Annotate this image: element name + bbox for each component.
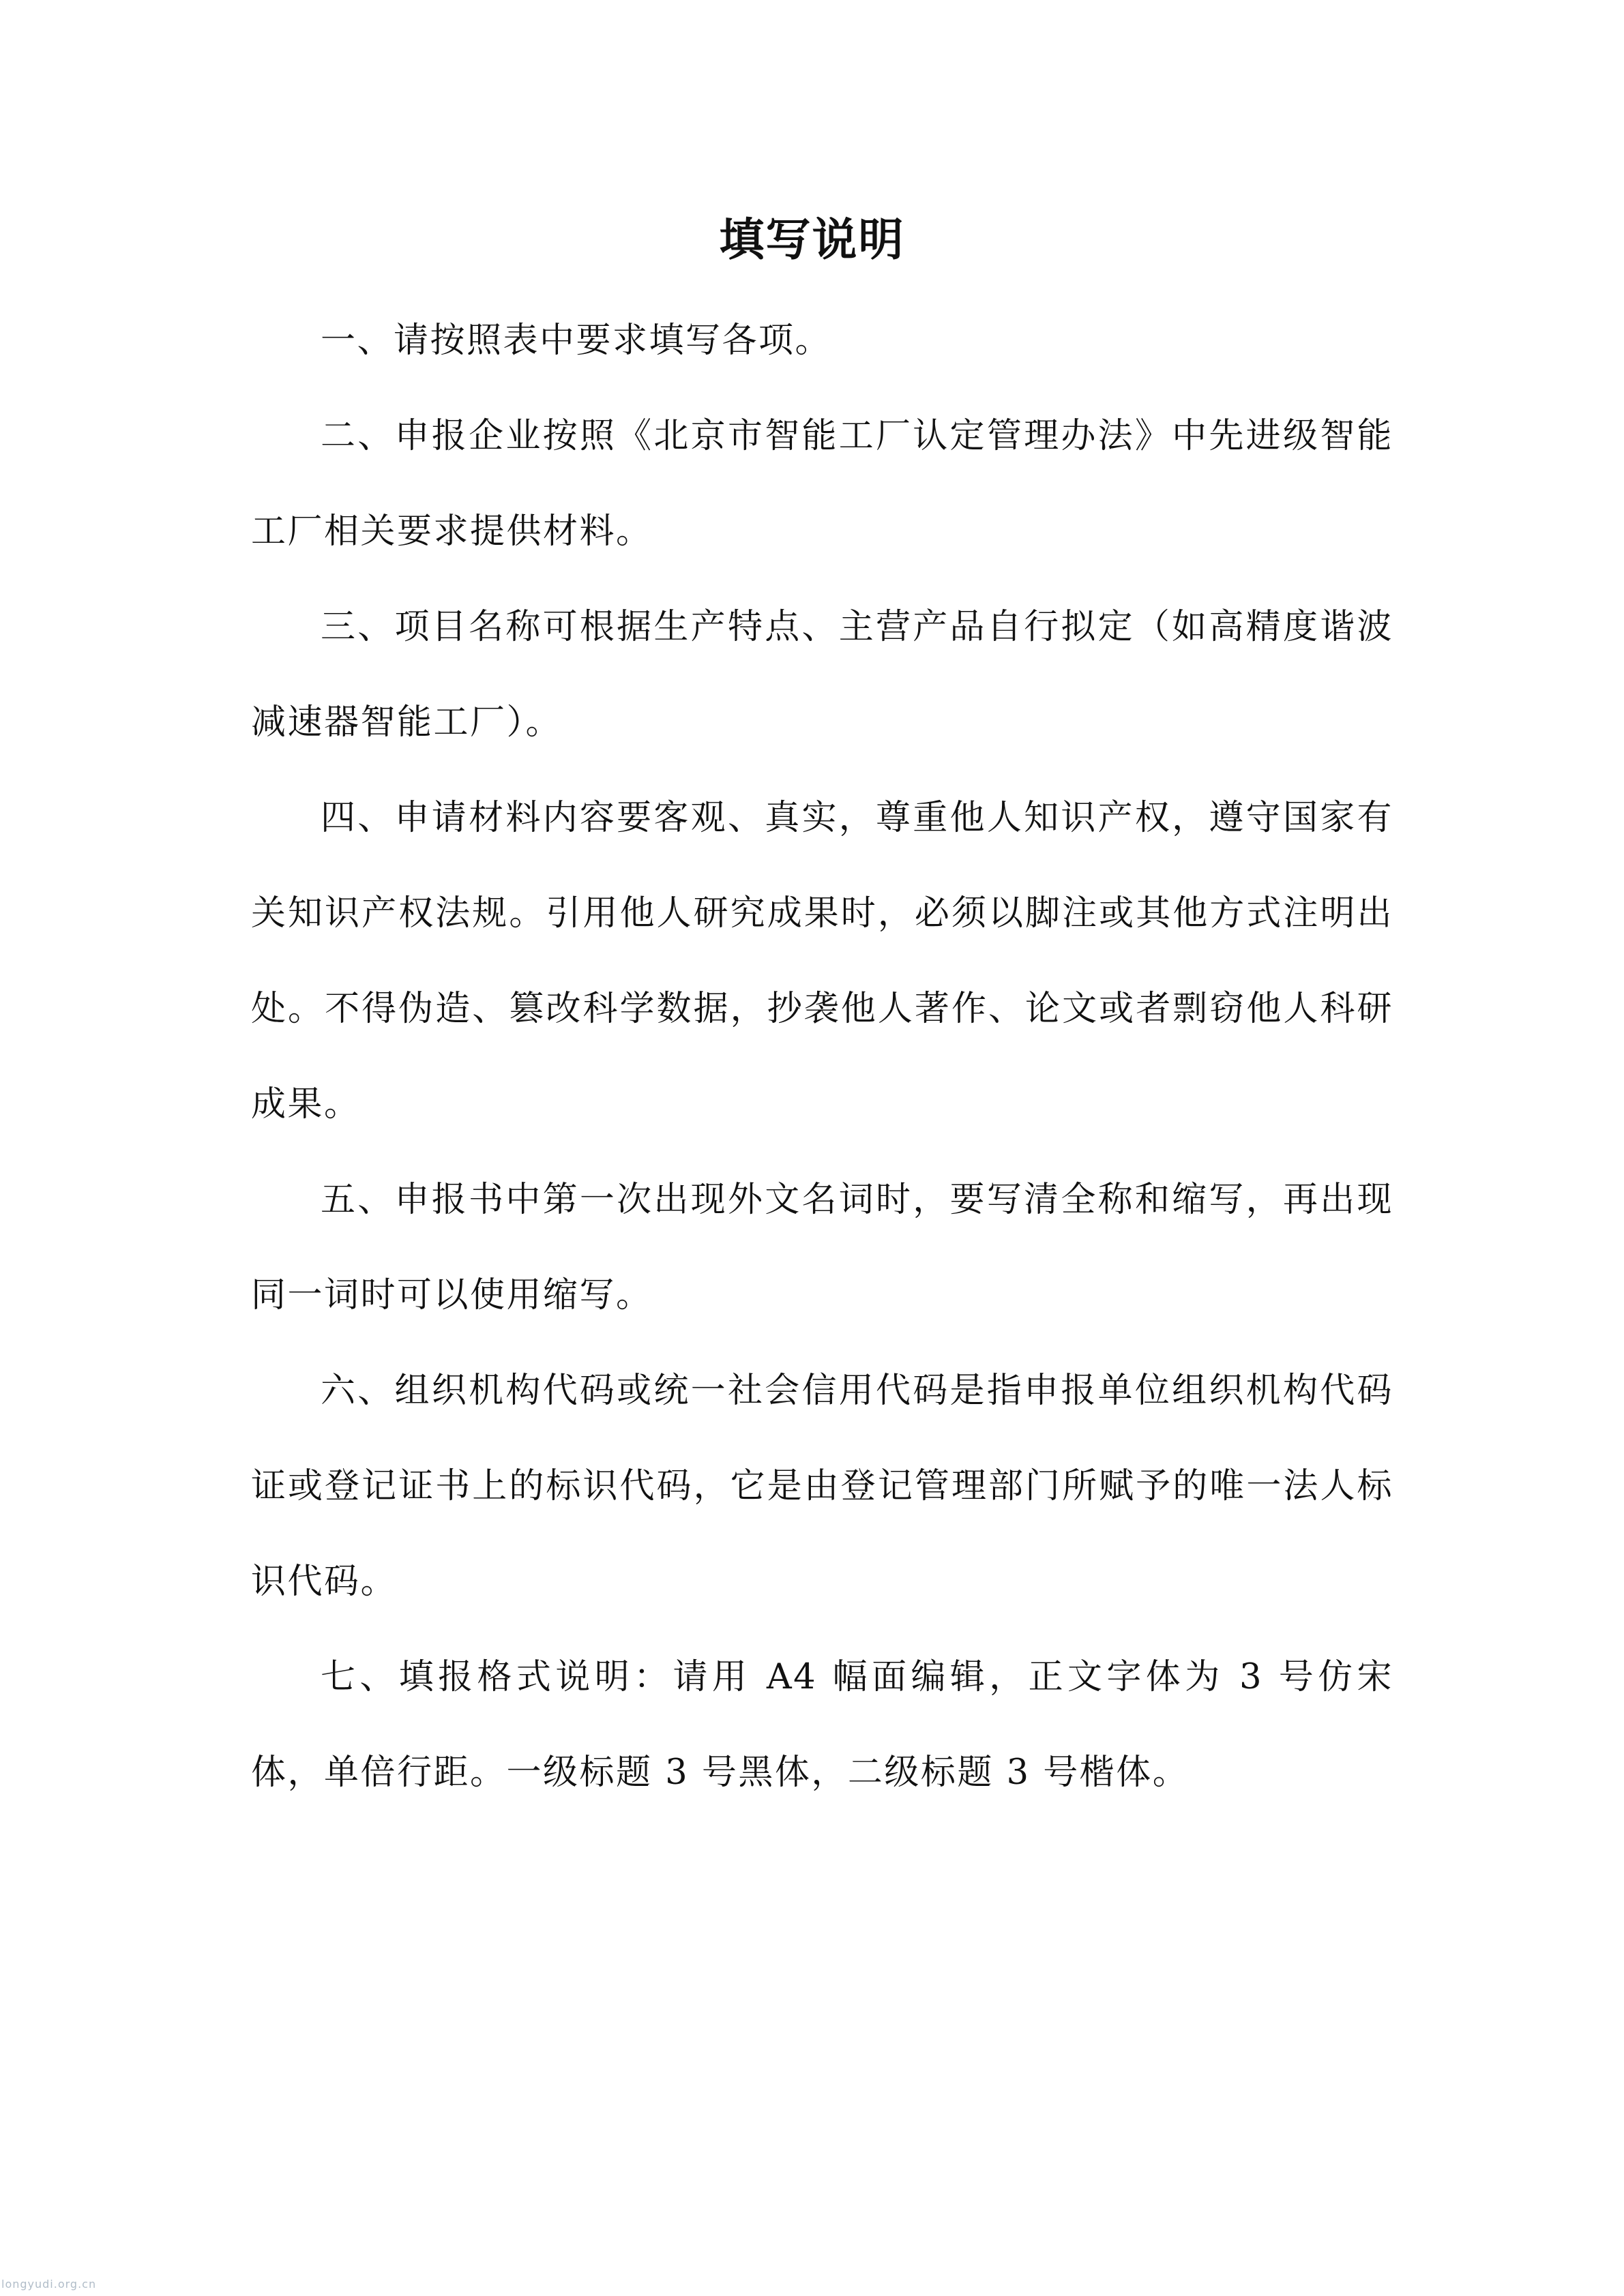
- instruction-item-7: 七、填报格式说明：请用 A4 幅面编辑，正文字体为 3 号仿宋体，单倍行距。一级标题 3 号黑体，二级标题 3 号楷体。: [251, 1657, 1393, 1793]
- page-title: 填写说明: [719, 213, 905, 266]
- site-watermark: longyudi.org.cn: [1, 2278, 97, 2291]
- instruction-item-2: 二、申报企业按照《北京市智能工厂认定管理办法》中先进级智能工厂相关要求提供材料。: [251, 416, 1393, 552]
- instruction-item-6: 六、组织机构代码或统一社会信用代码是指申报单位组织机构代码证或登记证书上的标识代码，它是由登记管理部门所赋予的唯一法人标识代码。: [251, 1371, 1393, 1602]
- instruction-item-1: 一、请按照表中要求填写各项。: [321, 320, 832, 361]
- instruction-item-3: 三、项目名称可根据生产特点、主营产品自行拟定（如高精度谐波减速器智能工厂）。: [251, 607, 1393, 743]
- instruction-item-4: 四、申请材料内容要客观、真实，尊重他人知识产权，遵守国家有关知识产权法规。引用他人研究成果时，必须以脚注或其他方式注明出处。不得伪造、篡改科学数据，抄袭他人著作、论文或者剽窃他人科研成果。: [251, 798, 1393, 1124]
- instruction-item-5: 五、申报书中第一次出现外文名词时，要写清全称和缩写，再出现同一词时可以使用缩写。: [251, 1180, 1393, 1315]
- instructions-body: [251, 293, 1393, 1821]
